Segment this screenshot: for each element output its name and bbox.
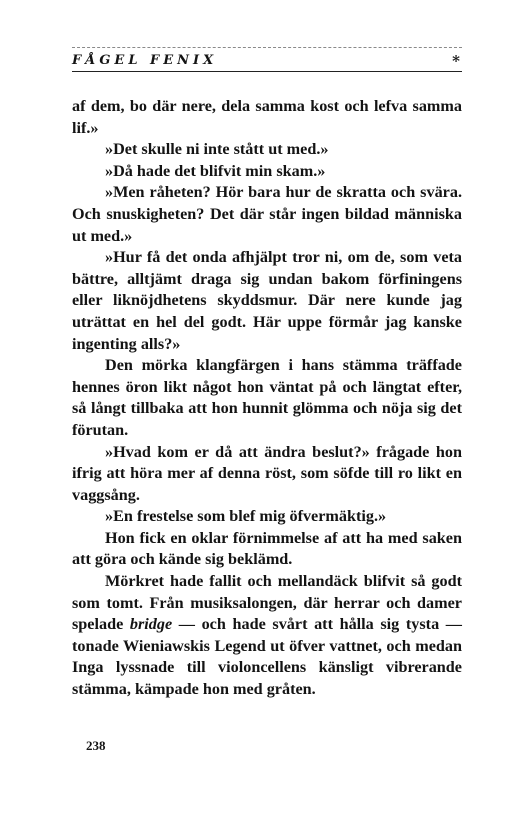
italic-word: bridge bbox=[129, 615, 173, 634]
paragraph: »Det skulle ni inte stått ut med.» bbox=[105, 140, 329, 159]
body-text bbox=[72, 96, 462, 701]
running-header bbox=[72, 43, 462, 73]
paragraph: Hon fick en oklar förnimmelse af att ha med saken att göra och kände sig beklämd. bbox=[72, 528, 462, 569]
paragraph-text: — och hade svårt att hålla sig tysta — tonade Wieniawskis Legend ut öfver vattnet, och medan Inga lyssnade till violoncellens känsligt vibrerande stämma, kämpade hon med gråten. bbox=[72, 615, 462, 699]
paragraph: »Hur få det onda afhjälpt tror ni, om de, som veta bättre, alltjämt draga sig undan bakom förfiningens eller liknöjdhetens skyddsmur. Där nere kunde jag uträttat en hel del godt. Här uppe förmår jag kanske ingenting alls?» bbox=[72, 248, 462, 353]
paragraph: »Då hade det blifvit min skam.» bbox=[105, 161, 326, 180]
paragraph: »En frestelse som blef mig öfvermäktig.» bbox=[105, 507, 387, 526]
page-number: 238 bbox=[86, 738, 106, 753]
running-title: FÅGEL FENIX bbox=[72, 53, 218, 68]
paragraph: Den mörka klangfärgen i hans stämma träffade hennes öron likt något hon väntat på och längtat efter, så långt tillbaka att hon hunnit glömma och nöja sig det förutan. bbox=[72, 356, 462, 439]
header-bottom-rule bbox=[72, 71, 462, 72]
paragraph-last bbox=[72, 571, 462, 701]
paragraph-text: Mörkret hade fallit och mellandäck blifvit så godt som tomt. Från musiksalongen, där herrar och damer spelade bbox=[72, 572, 462, 634]
header-top-rule bbox=[72, 47, 462, 48]
paragraph: »Men råheten? Hör bara hur de skratta och svära. Och snuskigheten? Det där står ingen bildad människa ut med.» bbox=[72, 183, 462, 245]
header-ornament: * bbox=[452, 52, 460, 70]
paragraph-continued: af dem, bo där nere, dela samma kost och lefva samma lif.» bbox=[72, 97, 462, 137]
paragraph: »Hvad kom er då att ändra beslut?» frågade hon ifrig att höra mer af denna röst, som söfde till ro likt en vaggsång. bbox=[72, 442, 462, 504]
